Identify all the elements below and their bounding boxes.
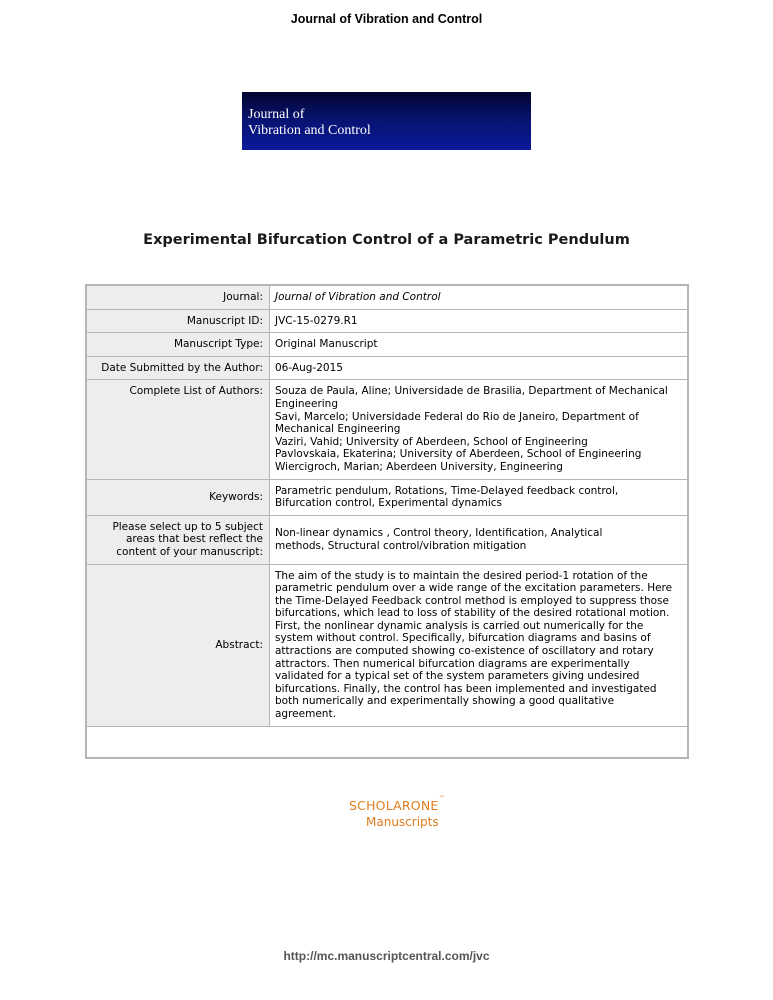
manuscript-id-label: Manuscript ID:: [86, 309, 270, 333]
subject-areas-value: [270, 515, 689, 564]
manuscript-type-value: Original Manuscript: [270, 333, 689, 357]
keywords-value: [270, 479, 689, 515]
date-submitted-value: 06-Aug-2015: [270, 356, 689, 380]
abstract-label: Abstract:: [86, 564, 270, 726]
author-line: Savi, Marcelo; Universidade Federal do Rio de Janeiro, Department of: [275, 410, 639, 423]
journal-row: [86, 285, 688, 309]
authors-label: Complete List of Authors:: [86, 380, 270, 479]
subject-label-line: content of your manuscript:: [116, 545, 263, 558]
authors-row: [86, 380, 688, 479]
journal-value: Journal of Vibration and Control: [270, 285, 689, 309]
abstract-line: First, the nonlinear dynamic analysis is carried out numerically for the: [275, 619, 644, 632]
subject-line: methods, Structural control/vibration mitigation: [275, 539, 527, 552]
manuscript-type-row: [86, 333, 688, 357]
abstract-line: attractors. Then numerical bifurcation diagrams are experimentally: [275, 657, 630, 670]
logo-line-2: Vibration and Control: [248, 123, 371, 138]
abstract-value: [270, 564, 689, 726]
abstract-line: agreement.: [275, 708, 336, 721]
scholarone-subtitle: Manuscripts: [366, 815, 439, 829]
subject-areas-label: [86, 515, 270, 564]
footer-url: http://mc.manuscriptcentral.com/jvc: [283, 949, 490, 963]
empty-cell: [86, 726, 688, 758]
abstract-line: bifurcations, which lead to loss of stability of the desired rotational motion.: [275, 607, 670, 620]
date-submitted-label: Date Submitted by the Author:: [86, 356, 270, 380]
abstract-line: bifurcations. Finally, the control has been implemented and investigated: [275, 682, 657, 695]
subject-areas-row: [86, 515, 688, 564]
manuscript-metadata-table: [85, 284, 689, 759]
author-line: Pavlovskaia, Ekaterina; University of Aberdeen, School of Engineering: [275, 448, 642, 461]
keywords-label: Keywords:: [86, 479, 270, 515]
journal-logo: [242, 92, 531, 150]
scholarone-logo: [349, 795, 444, 829]
manuscript-title: Experimental Bifurcation Control of a Parametric Pendulum: [143, 232, 630, 248]
scholarone-brand: SCHOLARONE: [349, 798, 439, 813]
abstract-line: validated for a typical set of the system parameters giving undesired: [275, 670, 640, 683]
manuscript-type-label: Manuscript Type:: [86, 333, 270, 357]
author-line: Mechanical Engineering: [275, 423, 401, 436]
empty-row: [86, 726, 688, 758]
keywords-row: [86, 479, 688, 515]
author-line: Vaziri, Vahid; University of Aberdeen, School of Engineering: [275, 435, 588, 448]
abstract-line: attractions are computed showing co-existence of oscillatory and rotary: [275, 645, 654, 658]
manuscript-id-value: JVC-15-0279.R1: [270, 309, 689, 333]
subject-line: Non-linear dynamics , Control theory, Identification, Analytical: [275, 527, 603, 540]
subject-label-line: Please select up to 5 subject: [112, 520, 263, 533]
author-line: Engineering: [275, 397, 338, 410]
abstract-row: [86, 564, 688, 726]
authors-value: [270, 380, 689, 479]
abstract-line: the Time-Delayed Feedback control method is employed to suppress those: [275, 594, 669, 607]
subject-label-line: areas that best reflect the: [125, 533, 263, 546]
manuscript-id-row: [86, 309, 688, 333]
page-header: Journal of Vibration and Control: [290, 12, 483, 26]
abstract-line: both numerically and experimentally showing a good qualitative: [275, 695, 615, 708]
keywords-line: Bifurcation control, Experimental dynamics: [275, 497, 503, 510]
keywords-line: Parametric pendulum, Rotations, Time-Delayed feedback control,: [275, 484, 619, 497]
journal-label: Journal:: [86, 285, 270, 309]
abstract-line: parametric pendulum over a wide range of the excitation parameters. Here: [275, 582, 673, 595]
abstract-line: The aim of the study is to maintain the desired period-1 rotation of the: [275, 569, 648, 582]
author-line: Wiercigroch, Marian; Aberdeen University, Engineering: [275, 460, 563, 473]
logo-line-1: Journal of: [248, 107, 305, 122]
author-line: Souza de Paula, Aline; Universidade de Brasilia, Department of Mechanical: [275, 385, 668, 398]
abstract-line: system without control. Specifically, bifurcation diagrams and basins of: [275, 632, 651, 645]
date-submitted-row: [86, 356, 688, 380]
scholarone-trademark: ™: [438, 795, 445, 802]
